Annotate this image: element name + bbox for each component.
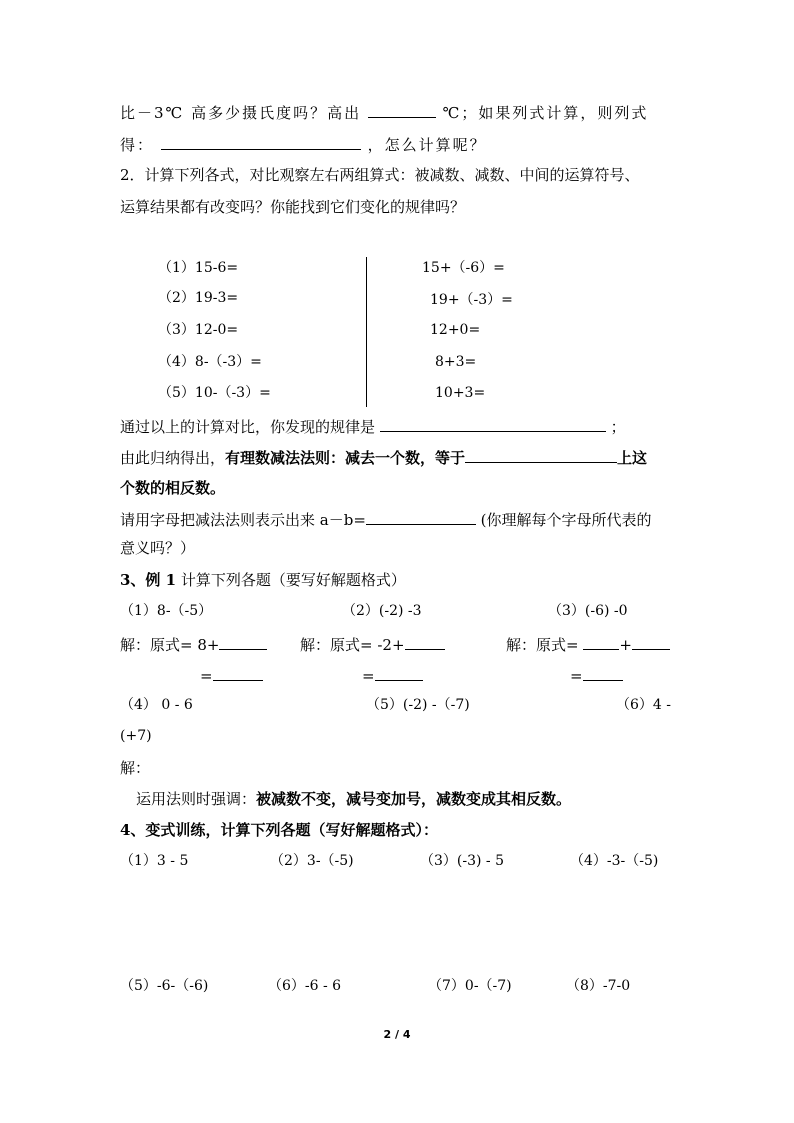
compare-right-3: 12+0= xyxy=(430,322,481,338)
subtraction-rule: 有理数减法法则：减去一个数，等于 xyxy=(225,449,466,467)
compare-right-4: 8+3= xyxy=(435,354,477,370)
compare-right-5: 10+3= xyxy=(435,385,486,401)
discover-end: ； xyxy=(610,418,626,436)
answer-blank[interactable] xyxy=(219,633,267,650)
answer-blank[interactable] xyxy=(583,664,623,681)
page-number: 2 / 4 xyxy=(383,1028,411,1041)
example-problem-1: （1）8-（-5） xyxy=(120,603,213,619)
equals-sign: = xyxy=(570,667,583,685)
drill-problem-3: （3）(-3) - 5 xyxy=(420,853,505,869)
solution-3-line-1 xyxy=(506,633,670,655)
example-problem-6-cont: (+7) xyxy=(120,728,152,744)
compare-right-2: 19+（-3）= xyxy=(430,292,513,308)
solution-2-line-1 xyxy=(300,633,445,655)
letters-text-2: (你理解每个字母所代表的 xyxy=(480,511,652,529)
drill-problem-6: （6）-6 - 6 xyxy=(268,978,342,994)
intro-text: ℃；如果列式计算，则列式 xyxy=(442,104,649,122)
answer-blank[interactable] xyxy=(465,446,617,463)
compare-left-3: （3）12-0= xyxy=(158,322,239,338)
example-problem-2: （2）(-2) -3 xyxy=(342,603,422,619)
solution-label: 解： xyxy=(120,759,151,777)
drill-problem-4: （4）-3-（-5) xyxy=(570,853,659,869)
compare-right-1: 15+（-6）= xyxy=(422,260,505,276)
intro-text: 得： xyxy=(120,136,155,154)
answer-blank[interactable] xyxy=(380,415,606,432)
answer-blank[interactable] xyxy=(366,508,476,525)
example-problem-3: （3）(-6) -0 xyxy=(548,603,628,619)
compare-left-4: （4）8-（-3）= xyxy=(158,354,262,370)
equals-sign: = xyxy=(200,667,213,685)
discover-line xyxy=(120,415,626,437)
answer-blank[interactable] xyxy=(405,633,445,650)
conclude-line xyxy=(120,446,647,468)
answer-blank[interactable] xyxy=(161,133,361,150)
intro-line-1 xyxy=(120,101,648,123)
solution-text: 解：原式= xyxy=(506,636,579,654)
solution-2-line-2 xyxy=(362,664,423,686)
example-heading xyxy=(120,570,406,590)
equals-sign: = xyxy=(362,667,375,685)
emphasis-bold: 被减数不变，减号变加号，减数变成其相反数。 xyxy=(256,790,572,808)
answer-blank[interactable] xyxy=(583,633,619,650)
vertical-divider xyxy=(366,257,367,407)
intro-text: 比－3℃ 高多少摄氏度吗？高出 xyxy=(120,104,362,122)
emphasis-text: 运用法则时强调： xyxy=(136,790,257,808)
compare-left-2: （2）19-3= xyxy=(158,290,239,306)
answer-blank[interactable] xyxy=(632,633,670,650)
compare-left-1: （1）15-6= xyxy=(158,260,239,276)
example-label: 3、例 1 xyxy=(120,571,177,589)
drill-problem-7: （7）0-（-7) xyxy=(428,978,512,994)
letters-line xyxy=(120,508,652,530)
solution-1-line-1 xyxy=(120,633,267,655)
conclude-text: 由此归纳得出， xyxy=(120,449,226,467)
answer-blank[interactable] xyxy=(213,664,263,681)
drill-problem-5: （5）-6-（-6) xyxy=(120,978,209,994)
intro-line-2 xyxy=(120,133,487,155)
discover-text: 通过以上的计算对比，你发现的规律是 xyxy=(120,418,376,436)
q2-line-2: 运算结果都有改变吗？你能找到它们变化的规律吗？ xyxy=(120,198,466,216)
example-problem-4: （4） 0 - 6 xyxy=(120,697,193,713)
conclude-end: 上这 xyxy=(617,449,648,467)
example-problem-5: （5）(-2) -（-7) xyxy=(366,697,470,713)
solution-text: 解：原式= 8+ xyxy=(120,636,220,654)
plus-sign: + xyxy=(619,636,632,654)
letters-text: 请用字母把减法法则表示出来 a－b= xyxy=(120,511,366,529)
solution-1-line-2 xyxy=(200,664,263,686)
emphasis-line xyxy=(136,789,571,809)
drill-heading: 4、变式训练，计算下列各题（写好解题格式）： xyxy=(120,821,438,839)
letters-line-2: 意义吗？） xyxy=(120,539,196,557)
conclude-line-2: 个数的相反数。 xyxy=(120,479,226,497)
intro-text: ，怎么计算呢？ xyxy=(367,136,487,154)
drill-problem-2: （2）3-（-5) xyxy=(270,853,354,869)
example-heading-text: 计算下列各题（要写好解题格式） xyxy=(180,571,406,589)
example-problem-6: （6）4 - xyxy=(616,697,671,713)
solution-3-line-2 xyxy=(570,664,623,686)
compare-left-5: （5）10-（-3）= xyxy=(158,385,271,401)
solution-text: 解：原式= -2+ xyxy=(300,636,405,654)
answer-blank[interactable] xyxy=(375,664,423,681)
drill-problem-1: （1）3 - 5 xyxy=(120,853,189,869)
answer-blank[interactable] xyxy=(368,101,436,118)
q2-line-1: 2．计算下列各式，对比观察左右两组算式：被减数、减数、中间的运算符号、 xyxy=(120,166,640,184)
drill-problem-8: （8）-7-0 xyxy=(566,978,631,994)
